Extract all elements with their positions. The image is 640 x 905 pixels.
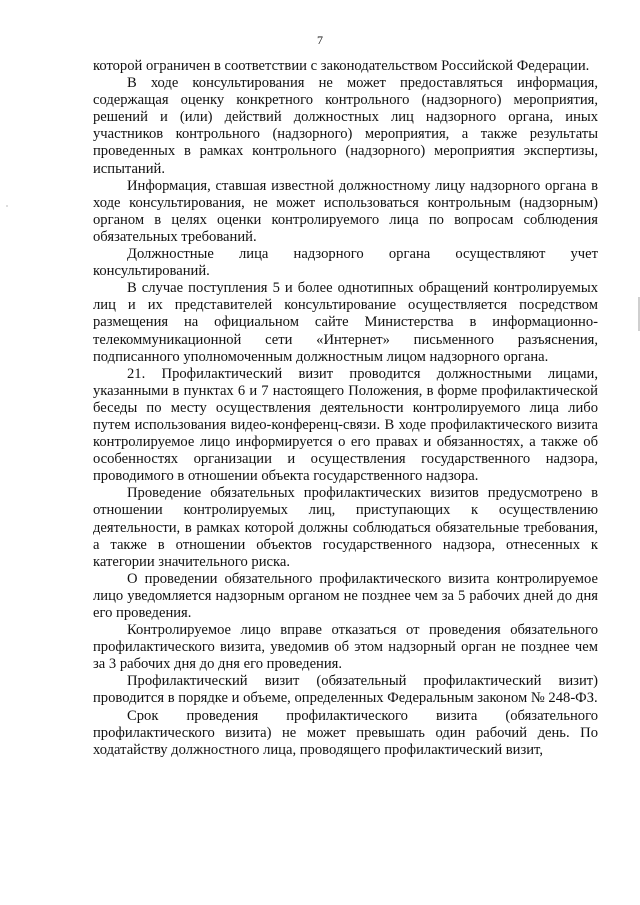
document-body: [93, 58, 598, 759]
paragraph-consultation-records: Должностные лица надзорного органа осуществляют учет консультирований.: [93, 246, 598, 280]
paragraph-visit-refusal: Контролируемое лицо вправе отказаться от проведения обязательного профилактического визита, уведомив об этом надзорный орган не позднее чем за 3 рабочих дня до дня его проведения.: [93, 622, 598, 673]
paragraph-item-21: 21. Профилактический визит проводится должностными лицами, указанными в пунктах 6 и 7 настоящего Положения, в форме профилактической беседы по месту осуществления деятельности контролируемого лица либо путем использования видео-конференц-связи. В ходе профилактического визита контролируемое лицо информируется о его правах и обязанностях, а также об особенностях организации и осуществления государственного надзора, проводимого в отношении объекта государственного надзора.: [93, 365, 598, 485]
paragraph-continuation: которой ограничен в соответствии с законодательством Российской Федерации.: [93, 58, 590, 74]
paragraph-visit-procedure: Профилактический визит (обязательный профилактический визит) проводится в порядке и объеме, определенных Федеральным законом № 248-ФЗ.: [93, 673, 598, 707]
paragraph-mandatory-visits: Проведение обязательных профилактических визитов предусмотрено в отношении контролируемых лиц, приступающих к осуществлению деятельности, в рамках которой должны соблюдаться обязательные требования, а также в отношении объектов государственного надзора, отнесенных к категории значительного риска.: [93, 485, 598, 570]
paragraph-consultation-limits: В ходе консультирования не может предоставляться информация, содержащая оценку конкретного контрольного (надзорного) мероприятия, решений и (или) действий должностных лиц надзорного органа, иных участников контрольного (надзорного) мероприятия, а также результаты проведенных в рамках контрольного (надзорного) мероприятия экспертизы, испытаний.: [93, 75, 598, 177]
paragraph-visit-duration: Срок проведения профилактического визита (обязательного профилактического визита) не может превышать один рабочий день. По ходатайству должностного лица, проводящего профилактический визит,: [93, 707, 598, 758]
paragraph-information-usage: Информация, ставшая известной должностному лицу надзорного органа в ходе консультирования, не может использоваться контрольным (надзорным) органом в целях оценки контролируемого лица по вопросам соблюдения обязательных требований.: [93, 177, 598, 245]
paragraph-visit-notification: О проведении обязательного профилактического визита контролируемое лицо уведомляется надзорным органом не позднее чем за 5 рабочих дней до дня его проведения.: [93, 570, 598, 621]
scan-speck: [6, 205, 8, 207]
page-number: 7: [317, 33, 323, 47]
paragraph-written-clarification: В случае поступления 5 и более однотипных обращений контролируемых лиц и их представителей консультирование осуществляется посредством размещения на официальном сайте Министерства в информационно-телекоммуникационной сети «Интернет» письменного разъяснения, подписанного уполномоченным должностным лицом надзорного органа.: [93, 280, 598, 365]
